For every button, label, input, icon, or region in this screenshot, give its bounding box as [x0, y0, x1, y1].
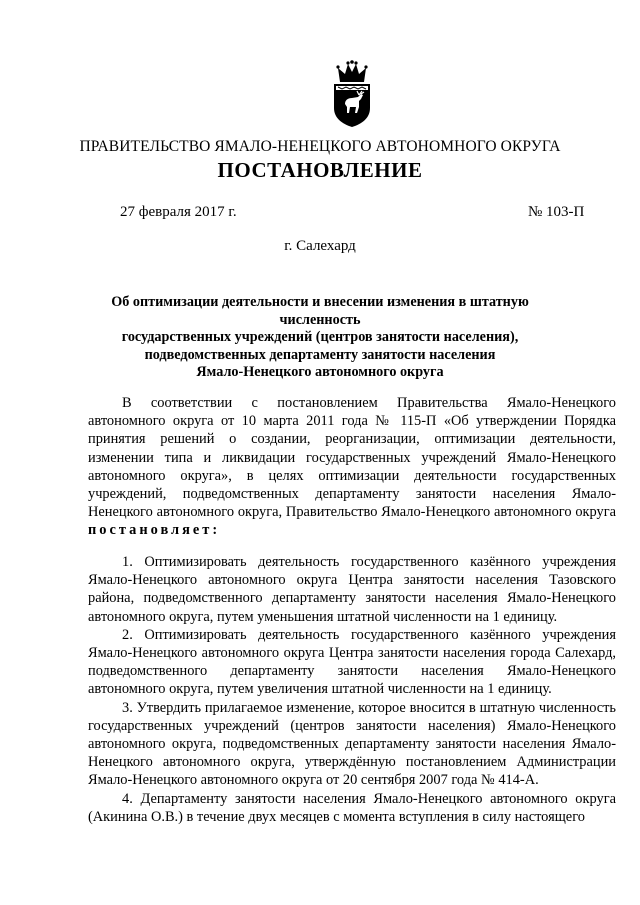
title-line: Об оптимизации деятельности и внесении изменения в штатную численность [111, 294, 529, 328]
resolves-word: постановляет: [88, 522, 221, 539]
resolution-item-2: 2. Оптимизировать деятельность государственного казённого учреждения Ямало-Ненецкого автономного округа Центра занятости населения города Салехард, подведомственного департаменту занятости населения Ямало-Ненецкого автономного округа, путем увеличения штатной численности на 1 единицу. [88, 626, 616, 698]
preamble [88, 394, 616, 540]
title-line: Ямало-Ненецкого автономного округа [196, 364, 444, 381]
resolution-item-1: 1. Оптимизировать деятельность государственного казённого учреждения Ямало-Ненецкого автономного округа Центра занятости населения Тазовского района, подведомственного департаменту занятости населения Ямало-Ненецкого автономного округа, путем уменьшения штатной численности на 1 единицу. [88, 554, 616, 625]
title-line: государственных учреждений (центров занятости населения), [121, 329, 519, 346]
resolution-item-3: 3. Утвердить прилагаемое изменение, которое вносится в штатную численность государственных учреждений (центров занятости населения) Ямало-Ненецкого автономного округа, подведомственных департаменту занятости населения Ямало-Ненецкого автономного округа, утверждённую постановлением Администрации Ямало-Ненецкого автономного округа от 20 сентября 2007 года № 414-А. [88, 699, 616, 789]
government-name: ПРАВИТЕЛЬСТВО ЯМАЛО-НЕНЕЦКОГО АВТОНОМНОГО ОКРУГА [79, 138, 561, 155]
preamble-paragraph [88, 394, 616, 540]
document-city: г. Салехард [284, 238, 356, 254]
document-number: № 103-П [528, 204, 585, 220]
resolution-items [88, 553, 616, 826]
document-title [90, 294, 550, 382]
resolution-item-4: 4. Департаменту занятости населения Ямало-Ненецкого автономного округа (Акинина О.В.) в течение двух месяцев с момента вступления в силу настоящего [88, 790, 616, 825]
preamble-text: В соответствии с постановлением Правительства Ямало-Ненецкого автономного округа от 10 марта 2011 года № 115-П «Об утверждении Порядка принятия решений о создании, реорганизации, оптимизации деятельности, изменении типа и ликвидации государственных учреждений Ямало-Ненецкого автономного округа», в целях оптимизации деятельности государственных учреждений, подведомственных департаменту занятости населения Ямало-Ненецкого автономного округа, Правительство Ямало-Ненецкого автономного округа [88, 395, 616, 521]
document-date: 27 февраля 2017 г. [120, 204, 237, 220]
document-type: ПОСТАНОВЛЕНИЕ [217, 158, 423, 182]
title-line: подведомственных департаменту занятости населения [144, 346, 496, 363]
coat-of-arms-icon [328, 60, 376, 128]
